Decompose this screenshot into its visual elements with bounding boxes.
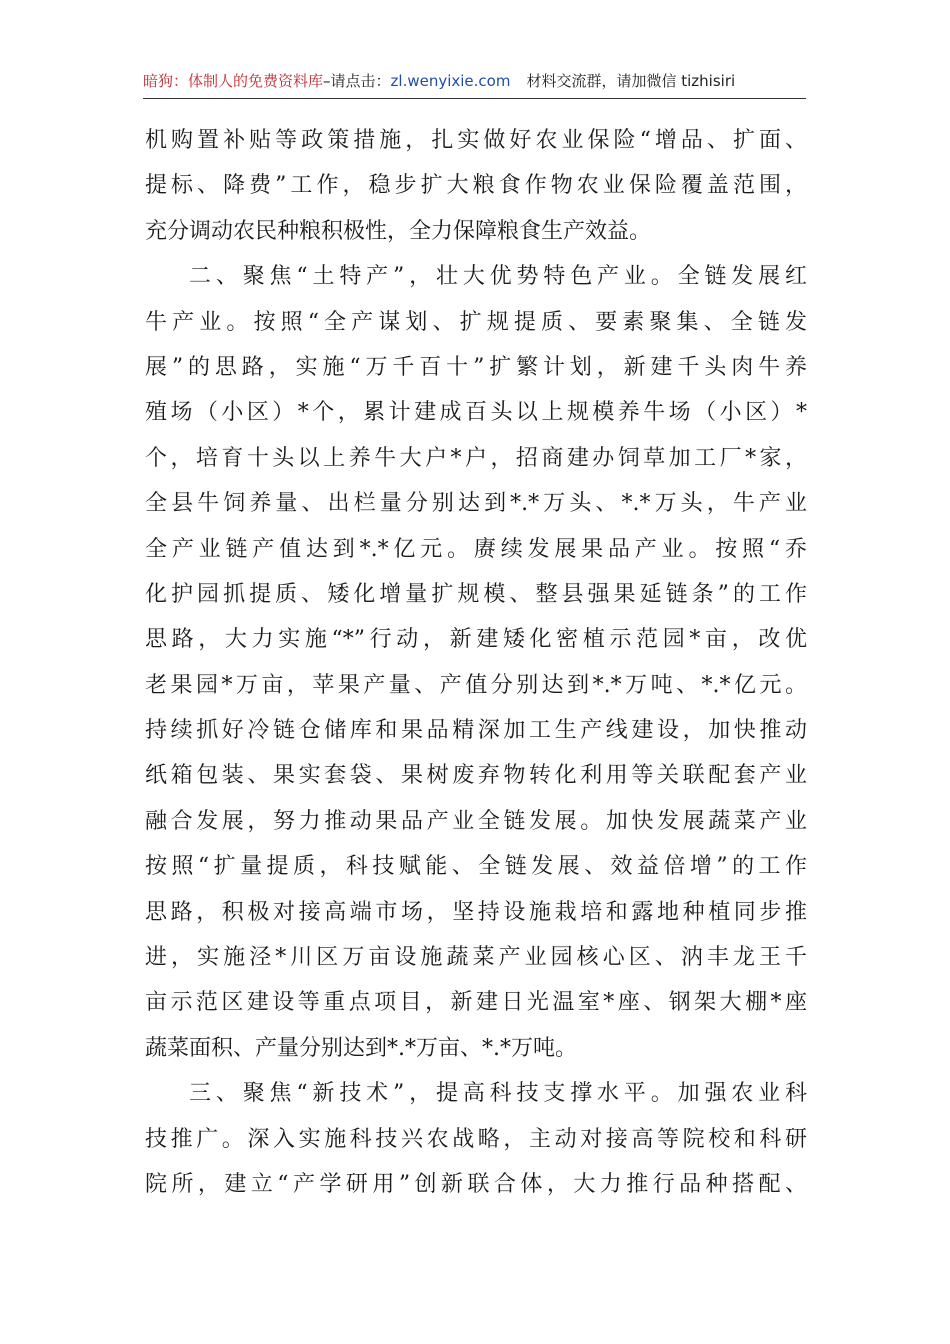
text-line: 亩示范区建设等重点项目，新建日光温室*座、钢架大棚*座 <box>145 990 807 1016</box>
document-body <box>145 118 807 1207</box>
page-header <box>143 64 806 99</box>
text-line: 全县牛饲养量、出栏量分别达到*.*万头、*.*万头，牛产业 <box>145 491 807 517</box>
text-line: 按照“扩量提质，科技赋能、全链发展、效益倍增”的工作 <box>145 854 807 880</box>
text-line: 展”的思路，实施“万千百十”扩繁计划，新建千头肉牛养 <box>145 354 807 380</box>
text-line: 机购置补贴等政策措施，扎实做好农业保险“增品、扩面、 <box>145 128 807 153</box>
text-line: 思路，大力实施“*”行动，新建矮化密植示范园*亩，改优 <box>145 627 807 653</box>
text-line: 纸箱包装、果实套袋、果树废弃物转化利用等关联配套产业 <box>145 763 807 789</box>
text-line: 充分调动农民种粮积极性，全力保障粮食生产效益。 <box>145 218 652 244</box>
text-line: 技推广。深入实施科技兴农战略，主动对接高等院校和科研 <box>145 1126 807 1152</box>
text-line: 殖场（小区）*个，累计建成百头以上规模养牛场（小区）* <box>145 400 807 426</box>
text-line: 融合发展，努力推动果品产业全链发展。加快发展蔬菜产业 <box>145 808 807 834</box>
header-prompt: 请点击： <box>330 72 391 90</box>
text-line: 化护园抓提质、矮化增量扩规模、整县强果延链条”的工作 <box>145 581 807 607</box>
text-line: 个，培育十头以上养牛大户*户，招商建办饲草加工厂*家， <box>145 445 807 471</box>
text-line: 蔬菜面积、产量分别达到*.*万亩、*.*万吨。 <box>145 1035 577 1061</box>
text-line: 三、聚焦“新技术”，提高科技支撑水平。加强农业科 <box>189 1081 807 1107</box>
text-line: 提标、降费”工作，稳步扩大粮食作物农业保险覆盖范围， <box>145 173 807 199</box>
header-wechat-note: 材料交流群，请加微信 tizhisiri <box>526 72 736 90</box>
header-link[interactable]: zl.wenyixie.com <box>390 72 511 90</box>
text-line: 思路，积极对接高端市场，坚持设施栽培和露地种植同步推 <box>145 899 807 925</box>
header-brand: 暗狗：体制人的免费资料库 <box>143 72 324 90</box>
text-line: 全产业链产值达到*.*亿元。赓续发展果品产业。按照“乔 <box>145 536 807 562</box>
text-line: 牛产业。按照“全产谋划、扩规提质、要素聚集、全链发 <box>145 309 807 335</box>
text-line: 持续抓好冷链仓储库和果品精深加工生产线建设，加快推动 <box>145 718 807 744</box>
text-line: 老果园*万亩，苹果产量、产值分别达到*.*万吨、*.*亿元。 <box>145 672 807 698</box>
text-line: 进，实施泾*川区万亩设施蔬菜产业园核心区、汭丰龙王千 <box>145 945 807 971</box>
text-line: 二、聚焦“土特产”，壮大优势特色产业。全链发展红 <box>189 264 807 290</box>
text-line: 院所，建立“产学研用”创新联合体，大力推行品种搭配、 <box>145 1171 807 1197</box>
header-separator: – <box>323 72 331 90</box>
